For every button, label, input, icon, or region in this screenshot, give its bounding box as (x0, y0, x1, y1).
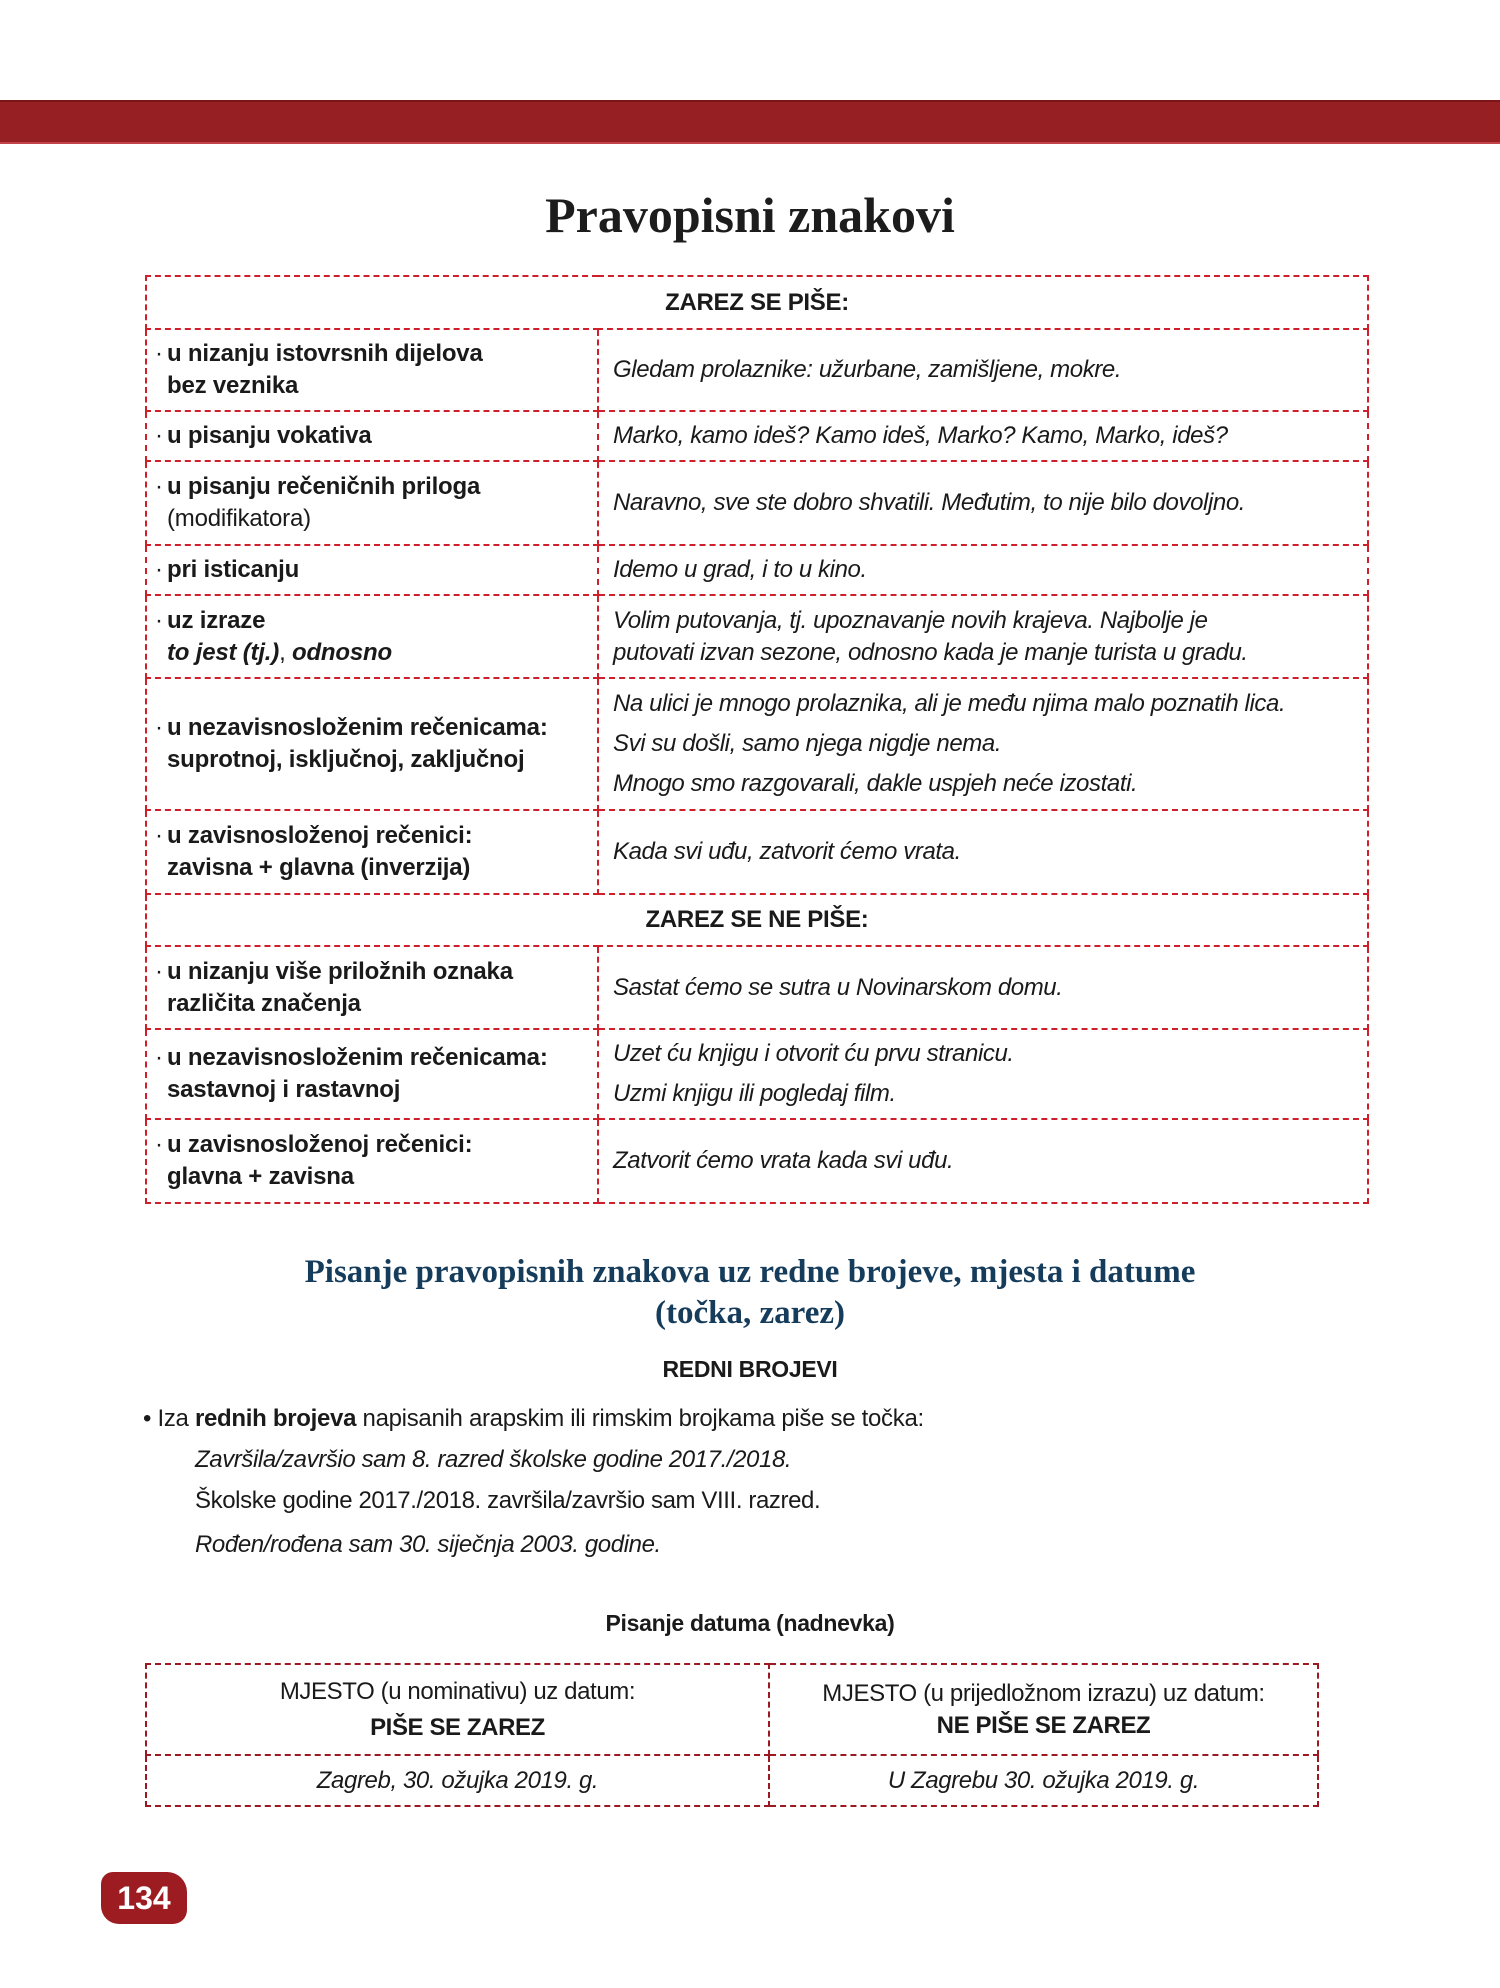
date-column-header-text: MJESTO (u nominativu) uz datum: (279, 1677, 636, 1705)
table-row (146, 461, 1368, 545)
ordinal-example-text: Školske godine 2017./2018. završila/završio sam VIII. razred. (195, 1487, 821, 1514)
example-cell (598, 810, 1368, 894)
ordinals-rule-paragraph (143, 1405, 924, 1433)
example-text: Idemo u grad, i to u kino. (613, 556, 867, 583)
bullet-icon: · (155, 1131, 163, 1158)
section-heading-line: (točka, zarez) (655, 1295, 845, 1331)
paragraph-text: napisanih arapskim ili rimskim brojkama piše se točka: (356, 1405, 924, 1432)
rule-text: u pisanju rečeničnih priloga (167, 473, 481, 500)
rule-cell (146, 329, 598, 411)
date-section-title: Pisanje datuma (nadnevka) (605, 1610, 895, 1636)
rule-text: u zavisnosloženoj rečenici: (167, 822, 473, 849)
bullet-icon: · (155, 422, 163, 449)
bullet-icon: · (155, 822, 163, 849)
ordinal-example (195, 1446, 791, 1474)
table-row (146, 1664, 1318, 1755)
paragraph-text: Iza (157, 1405, 195, 1432)
rule-cell (146, 545, 598, 595)
rule-text: u pisanju vokativa (167, 422, 372, 449)
section-heading-line: Pisanje pravopisnih znakova uz redne brojeve, mjesta i datume (304, 1254, 1196, 1290)
date-example-cell: U Zagrebu 30. ožujka 2019. g. (769, 1755, 1318, 1806)
rule-cell (146, 810, 598, 894)
ordinal-example-text: Završila/završio sam 8. razred školske godine 2017./2018. (195, 1446, 792, 1473)
section-heading (0, 1252, 1500, 1334)
rule-note: (modifikatora) (167, 505, 311, 532)
table-row (146, 810, 1368, 894)
rule-text: uz izraze (167, 606, 266, 634)
section-title-comma-used: ZAREZ SE PIŠE: (146, 276, 1368, 329)
example-cell (598, 595, 1368, 678)
ordinal-example (195, 1531, 661, 1559)
rule-text: u zavisnosloženoj rečenici: (167, 1131, 473, 1158)
table-row (146, 595, 1368, 678)
example-text: Gledam prolaznike: užurbane, zamišljene, mokre. (613, 356, 1122, 383)
ordinal-example-text: Rođen/rođena sam 30. siječnja 2003. godine. (195, 1531, 661, 1558)
example-text: Na ulici je mnogo prolaznika, ali je među njima malo poznatih lica. (613, 690, 1286, 717)
example-cell (598, 1029, 1368, 1119)
date-column-header-text: MJESTO (u prijedložnom izrazu) uz datum: (822, 1679, 1265, 1707)
example-cell (598, 678, 1368, 810)
page-title: Pravopisni znakovi (545, 187, 955, 243)
bullet-icon: • (143, 1405, 152, 1432)
example-text: Svi su došli, samo njega nigdje nema. (613, 730, 1002, 757)
rule-text: u nezavisnosloženim rečenicama: (167, 714, 548, 741)
section-title-comma-not-used: ZAREZ SE NE PIŠE: (146, 894, 1368, 946)
table-row (146, 1119, 1368, 1203)
rule-term-separator: , (279, 638, 292, 666)
example-cell (598, 411, 1368, 461)
rule-term: odnosno (292, 638, 392, 666)
rule-cell (146, 411, 598, 461)
example-text: Uzet ću knjigu i otvorit ću prvu stranicu. (613, 1040, 1014, 1067)
table-row (146, 946, 1368, 1029)
rule-text: zavisna + glavna (inverzija) (167, 854, 471, 881)
rule-text: sastavnoj i rastavnoj (167, 1076, 401, 1103)
rule-cell (146, 461, 598, 545)
rule-cell (146, 946, 598, 1029)
rule-cell (146, 595, 598, 678)
comma-rules-table (145, 275, 1369, 1204)
example-text: Sastat ćemo se sutra u Novinarskom domu. (613, 973, 1063, 1001)
bullet-icon: · (155, 556, 163, 583)
table-row (146, 1029, 1368, 1119)
date-column-rule: NE PIŠE SE ZAREZ (936, 1711, 1151, 1739)
example-cell (598, 946, 1368, 1029)
table-row (146, 329, 1368, 411)
bullet-icon: · (155, 340, 163, 367)
rule-text: bez veznika (167, 372, 299, 399)
example-text: Mnogo smo razgovarali, dakle uspjeh neće izostati. (613, 770, 1138, 797)
bullet-icon: · (155, 473, 163, 500)
table-row (146, 678, 1368, 810)
example-text: Kada svi uđu, zatvorit ćemo vrata. (613, 838, 961, 865)
rule-text: različita značenja (167, 989, 361, 1017)
rule-text: pri isticanju (167, 556, 300, 583)
rule-text: u nizanju istovrsnih dijelova (167, 340, 483, 367)
example-cell (598, 329, 1368, 411)
header-bar (0, 100, 1500, 144)
example-text: putovati izvan sezone, odnosno kada je manje turista u gradu. (613, 638, 1248, 666)
rule-cell (146, 1119, 598, 1203)
table-row (146, 1755, 1318, 1806)
example-text: Volim putovanja, tj. upoznavanje novih krajeva. Najbolje je (613, 606, 1208, 634)
bullet-icon: · (155, 957, 163, 985)
bullet-icon: · (155, 1044, 163, 1071)
ordinals-subheading: REDNI BROJEVI (662, 1356, 838, 1382)
section-header-row (146, 276, 1368, 329)
rule-text: u nezavisnosloženim rečenicama: (167, 1044, 548, 1071)
date-example-cell: Zagreb, 30. ožujka 2019. g. (146, 1755, 769, 1806)
date-column-rule: PIŠE SE ZAREZ (370, 1713, 545, 1741)
rule-text: u nizanju više priložnih oznaka (167, 957, 513, 985)
ordinal-example (195, 1487, 820, 1515)
rule-cell (146, 1029, 598, 1119)
paragraph-bold-term: rednih brojeva (194, 1405, 357, 1432)
example-text: Marko, kamo ideš? Kamo ideš, Marko? Kamo, Marko, ideš? (613, 422, 1228, 449)
date-column-header (146, 1664, 769, 1755)
bullet-icon: · (155, 606, 163, 634)
bullet-icon: · (155, 714, 163, 741)
table-row (146, 411, 1368, 461)
rule-text: suprotnoj, isključnoj, zaključnoj (167, 746, 525, 773)
rule-term: to jest (tj.) (167, 638, 280, 666)
table-row (146, 545, 1368, 595)
example-text: Naravno, sve ste dobro shvatili. Međutim, to nije bilo dovoljno. (613, 489, 1246, 516)
date-column-header (769, 1664, 1318, 1755)
example-text: Zatvorit ćemo vrata kada svi uđu. (613, 1147, 954, 1174)
example-cell (598, 461, 1368, 545)
section-header-row (146, 894, 1368, 946)
example-cell (598, 545, 1368, 595)
rule-cell (146, 678, 598, 810)
rule-text: glavna + zavisna (167, 1163, 354, 1190)
example-text: Uzmi knjigu ili pogledaj film. (613, 1080, 896, 1107)
date-format-table (145, 1663, 1319, 1807)
example-cell (598, 1119, 1368, 1203)
page-number-badge: 134 (101, 1872, 187, 1924)
